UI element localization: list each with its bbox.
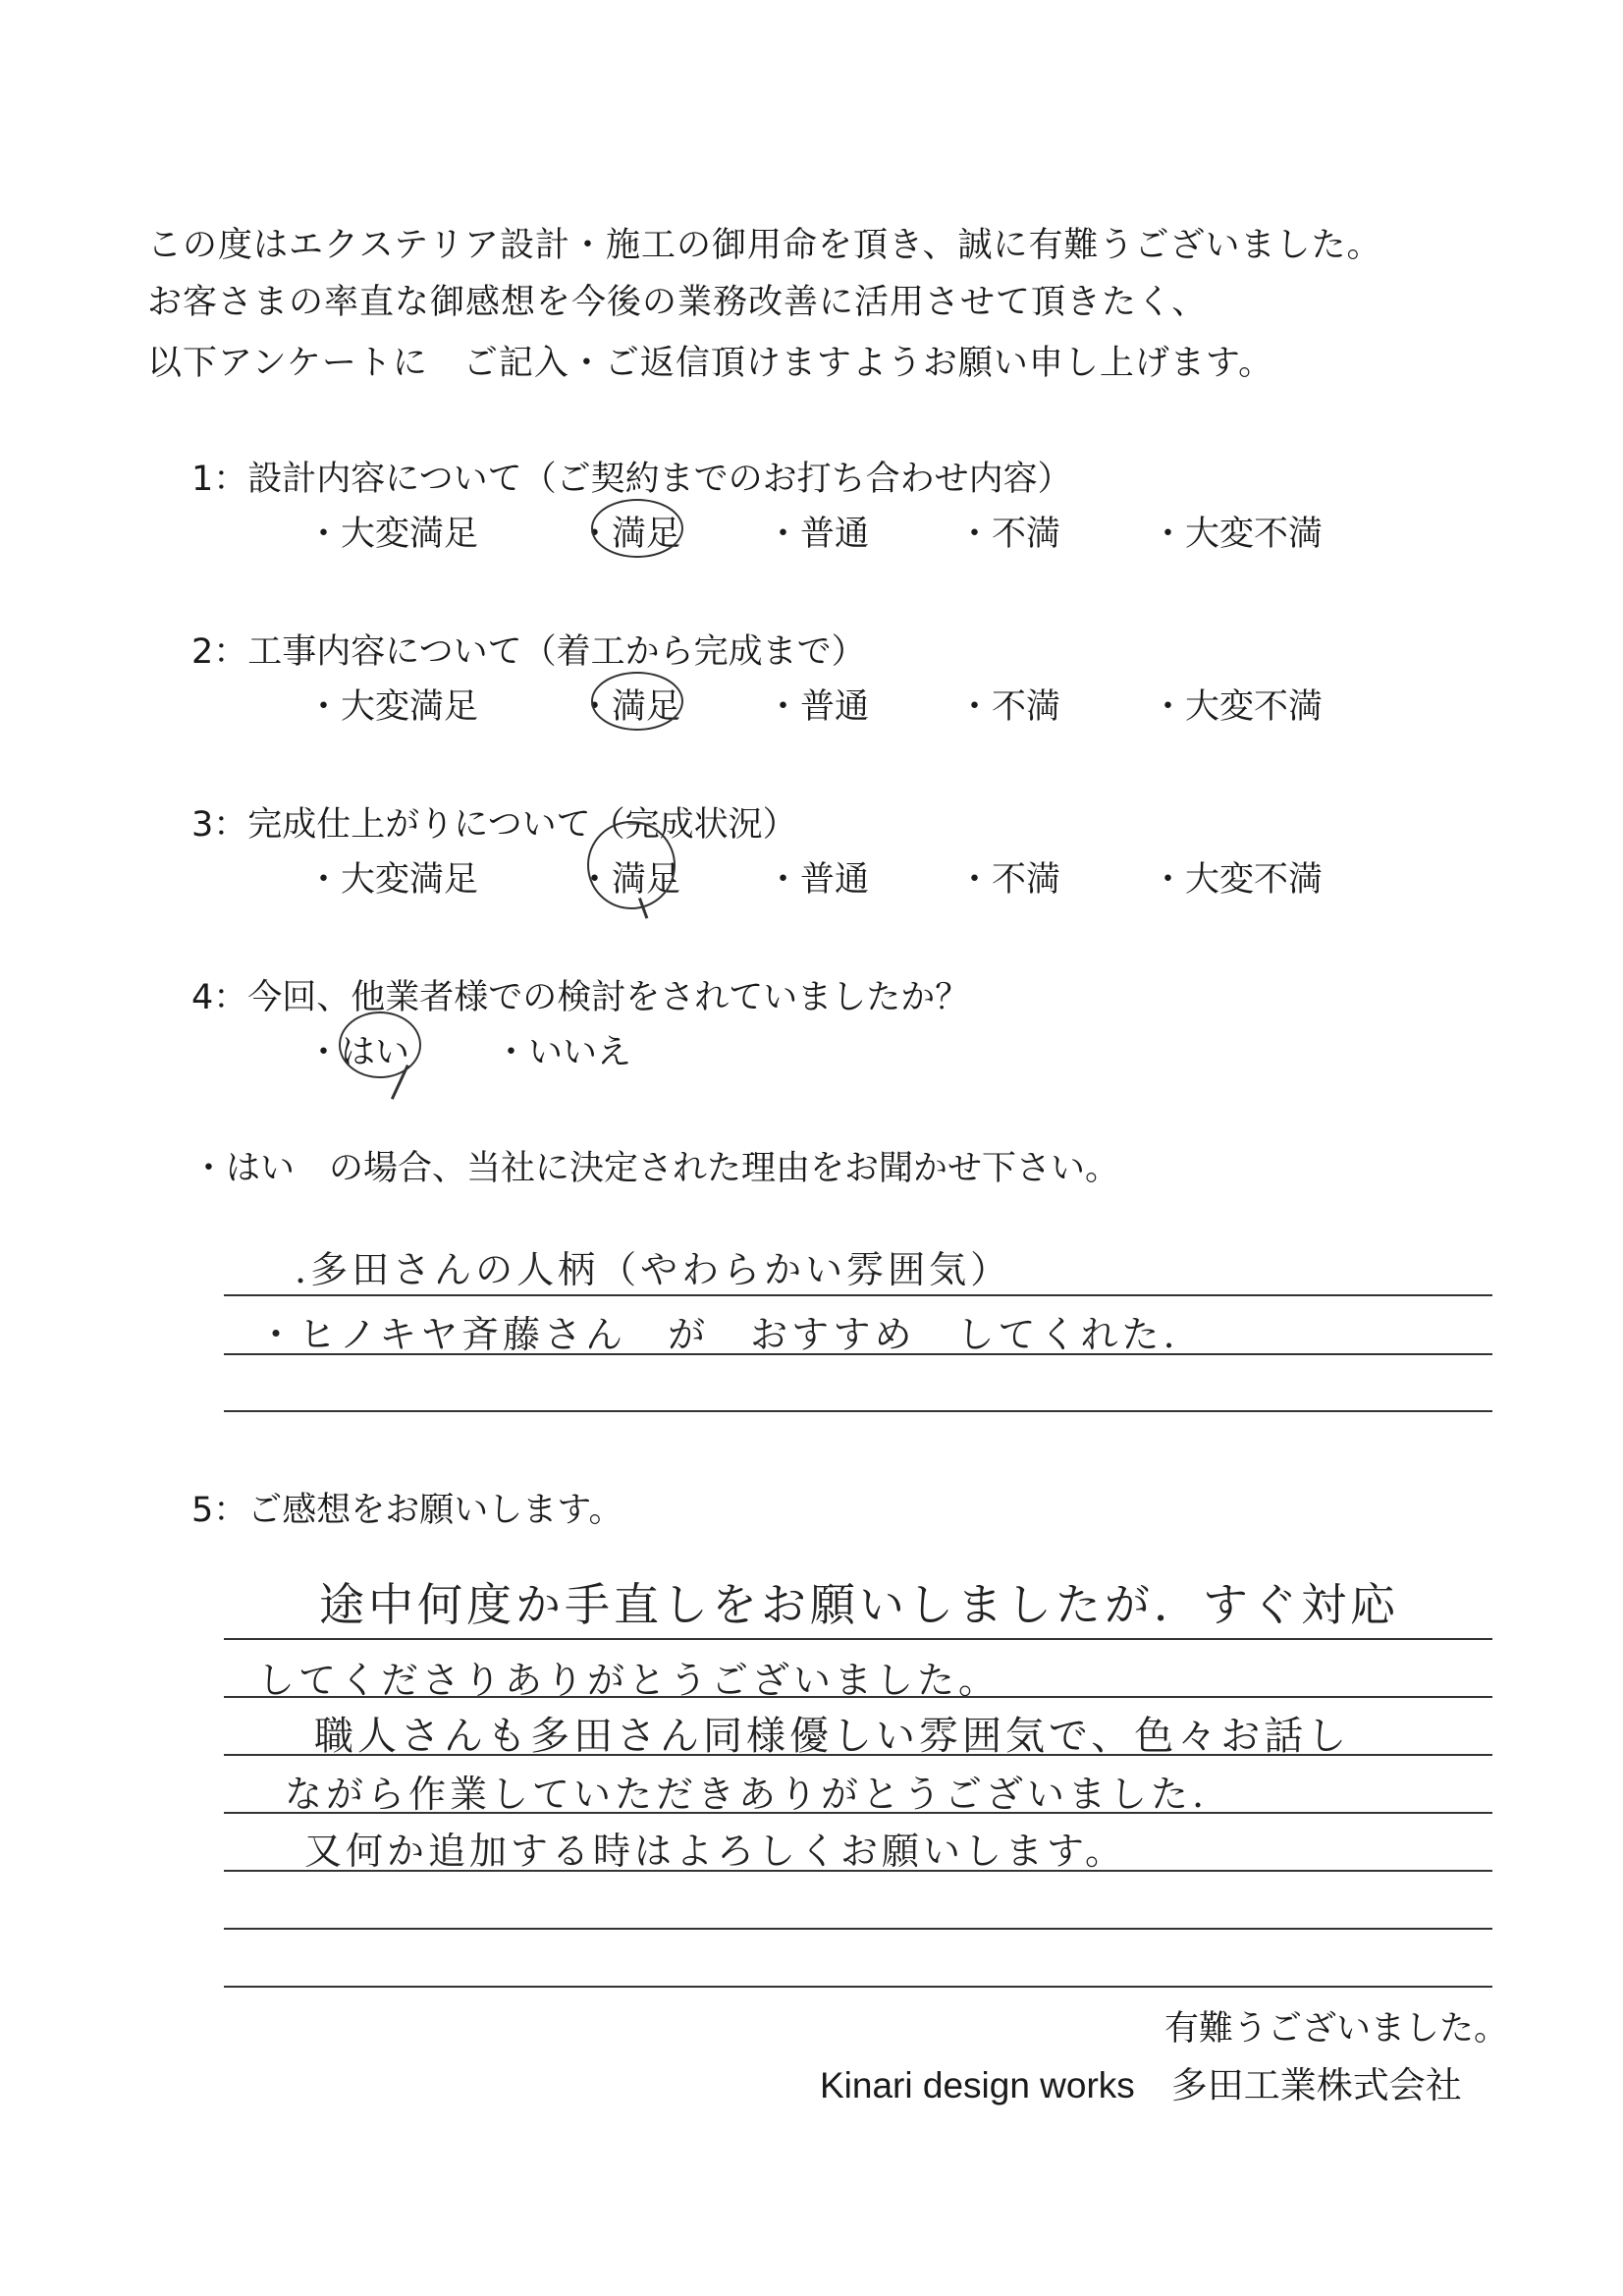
- impression-answer-line: [224, 1870, 1492, 1872]
- question-2-label: 2：工事内容について（着工から完成まで）: [191, 632, 866, 672]
- footer-thanks: 有難うございました。: [1164, 2009, 1509, 2049]
- intro-line-3: 以下アンケートに ご記入・ご返信頂けますようお願い申し上げます。: [147, 344, 1274, 383]
- impression-answer-4: ながら作業していただきありがとうございました.: [285, 1773, 1209, 1816]
- question-3-label: 3：完成仕上がりについて（完成状況）: [191, 805, 797, 845]
- q3-option-normal[interactable]: ・普通: [766, 860, 870, 900]
- impression-answer-1: 途中何度か手直しをお願いしましたが．すぐ対応: [319, 1578, 1399, 1631]
- q1-option-normal[interactable]: ・普通: [766, 515, 870, 554]
- impression-answer-line: [224, 1986, 1492, 1988]
- q2-option-satisfied[interactable]: ・満足: [577, 687, 681, 727]
- q2-selection-circle: [591, 672, 683, 731]
- impression-answer-line: [224, 1812, 1492, 1814]
- q4-option-yes[interactable]: ・はい: [306, 1033, 410, 1072]
- q3-option-very-satisfied[interactable]: ・大変満足: [306, 860, 479, 900]
- q1-option-dissatisfied[interactable]: ・不満: [957, 515, 1061, 554]
- intro-line-1: この度はエクステリア設計・施工の御用命を頂き、誠に有難うございました。: [147, 226, 1382, 265]
- reason-answer-line: [224, 1294, 1492, 1296]
- reason-answer-2: ・ヒノキヤ斉藤さん が おすすめ してくれた.: [257, 1313, 1179, 1356]
- q1-option-very-dissatisfied[interactable]: ・大変不満: [1151, 515, 1324, 554]
- question-5-label: 5：ご感想をお願いします。: [191, 1491, 623, 1530]
- q3-option-satisfied[interactable]: ・満足: [577, 860, 681, 900]
- q1-selection-circle: [591, 499, 683, 558]
- question-1-label: 1：設計内容について（ご契約までのお打ち合わせ内容）: [191, 460, 1072, 499]
- impression-answer-line: [224, 1696, 1492, 1698]
- q3-selection-circle: [587, 821, 676, 909]
- impression-answer-5: 又何か追加する時はよろしくお願いします。: [304, 1830, 1126, 1873]
- q2-option-normal[interactable]: ・普通: [766, 687, 870, 727]
- q2-option-dissatisfied[interactable]: ・不満: [957, 687, 1061, 727]
- q3-option-very-dissatisfied[interactable]: ・大変不満: [1151, 860, 1324, 900]
- q3-option-dissatisfied[interactable]: ・不満: [957, 860, 1061, 900]
- impression-answer-line: [224, 1928, 1492, 1930]
- q4-selection-circle: [339, 1011, 421, 1078]
- q2-option-very-satisfied[interactable]: ・大変満足: [306, 687, 479, 727]
- reason-answer-1: .多田さんの人柄（やわらかい雰囲気）: [295, 1248, 1012, 1291]
- impression-answer-2: してくださりありがとうございました。: [257, 1659, 1001, 1702]
- q4-option-no[interactable]: ・いいえ: [494, 1033, 632, 1072]
- impression-answer-3: 職人さんも多田さん同様優しい雰囲気で、色々お話し: [314, 1714, 1351, 1759]
- impression-answer-line: [224, 1754, 1492, 1756]
- question-4-label: 4：今回、他業者様での検討をされていましたか？: [191, 978, 970, 1017]
- q1-option-satisfied[interactable]: ・満足: [577, 515, 681, 554]
- reason-label: ・はい の場合、当社に決定された理由をお聞かせ下さい。: [191, 1149, 1120, 1188]
- reason-answer-line: [224, 1410, 1492, 1412]
- q2-option-very-dissatisfied[interactable]: ・大変不満: [1151, 687, 1324, 727]
- footer-company: Kinari design works 多田工業株式会社: [820, 2065, 1462, 2105]
- intro-line-2: お客さまの率直な御感想を今後の業務改善に活用させて頂きたく、: [147, 283, 1208, 322]
- reason-answer-line: [224, 1353, 1492, 1355]
- impression-answer-line: [224, 1638, 1492, 1640]
- q1-option-very-satisfied[interactable]: ・大変満足: [306, 515, 479, 554]
